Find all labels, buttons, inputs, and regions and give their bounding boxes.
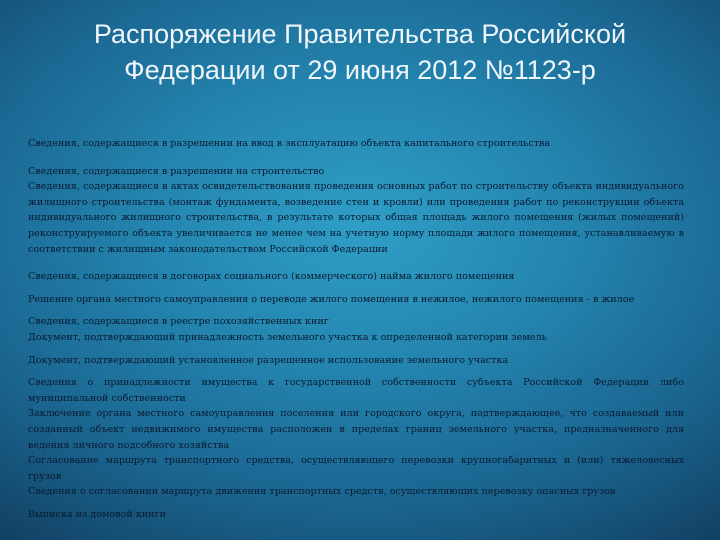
slide-title-line-2: Федерации от 29 июня 2012 №1123-р (124, 55, 596, 85)
list-item: Сведения о согласовании маршрута движения транспортных средств, осуществляющих перевозку опасных грузов (28, 486, 616, 498)
list-item: Сведения, содержащиеся в разрешении на строительство (28, 165, 325, 177)
list-item: Сведения, содержащиеся в актах освидетельствования проведения основных работ по строительству объекта индивидуального жилищного строительства (монтаж фундамента, возведение стен и кровли) или проведения работ по реконструкции объекта индивидуального жилищного строительства, в результате которых общая площадь жилого помещения (жилых помещений) реконструируемого объекта увеличивается не менее чем на учетную норму площади жилого помещения, устанавливаемую в соответствии с жилищным законодательством Российской Федерации (28, 181, 684, 255)
list-item: Сведения, содержащиеся в реестре похозяйственных книг (28, 316, 329, 328)
list-item: Согласование маршрута транспортного средства, осуществляющего перевозки крупногабаритных и (или) тяжеловесных грузов (28, 455, 684, 482)
slide-title-line-1: Распоряжение Правительства Российской (93, 19, 627, 49)
list-item: Документ, подтверждающий принадлежность земельного участка к определенной категории земель (28, 331, 547, 343)
list-item: Заключение органа местного самоуправления поселения или городского округа, подтверждающее, что создаваемый или созданный объект недвижимого имущества расположен в пределах границ земельного участка, предназначенного для ведения личного подсобного хозяйства (28, 408, 684, 451)
list-item: Сведения о принадлежности имущества к государственной собственности субъекта Российской Федерации либо муниципальной собственности (28, 377, 684, 404)
list-item: Решение органа местного самоуправления о переводе жилого помещения в нежилое, нежилого помещения - в жилое (28, 293, 635, 305)
list-item: Выписка из домовой книги (28, 508, 167, 520)
list-item: Сведения, содержащиеся в разрешении на ввод в эксплуатацию объекта капитального строительства (28, 138, 551, 149)
document-list (28, 136, 684, 522)
list-item: Документ, подтверждающий установленное разрешенное использование земельного участка (28, 354, 509, 366)
list-item: Сведения, содержащиеся в договорах социального (коммерческого) найма жилого помещения (28, 271, 515, 283)
slide-title (40, 16, 680, 88)
